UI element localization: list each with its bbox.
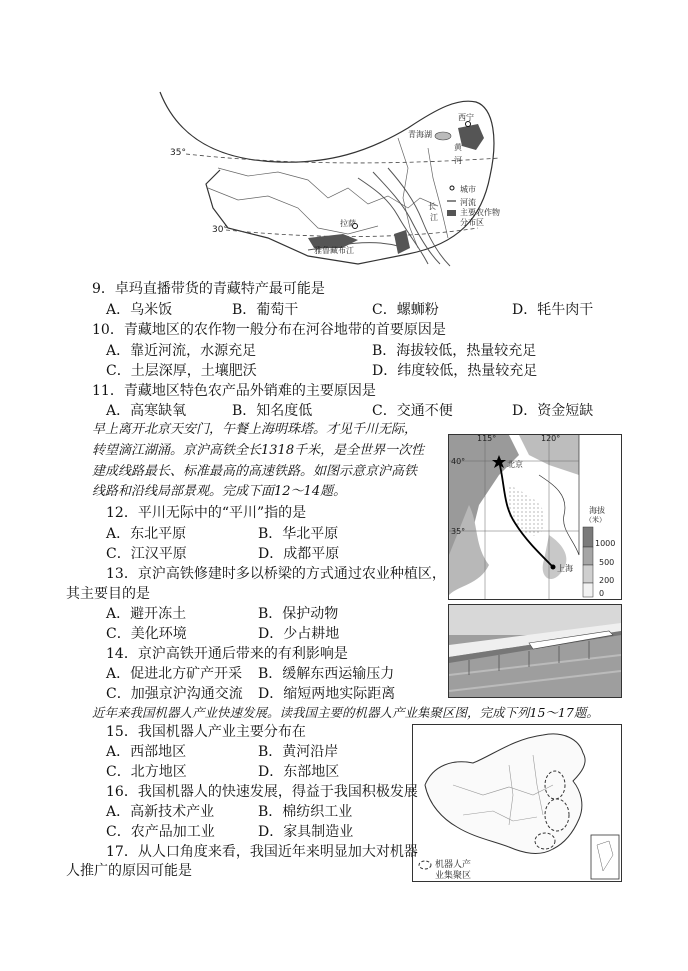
river-huang-label: 黄 — [454, 143, 462, 152]
q11-option-c[interactable]: C．交通不便 — [372, 403, 453, 419]
q15-option-d[interactable]: D．东部地区 — [258, 764, 340, 780]
passage1-line-1: 早上离开北京天安门，午餐上海明珠塔。才见千川无际， — [92, 422, 418, 437]
q10-option-d[interactable]: D．纬度较低，热量较充足 — [372, 363, 538, 379]
legend-500: 500 — [599, 558, 615, 567]
lat-35-label: 35° — [170, 148, 186, 158]
legend-crop-label-2: 分布区 — [460, 218, 484, 227]
river-he-label: 河 — [454, 156, 462, 165]
q15-option-a[interactable]: A．西部地区 — [106, 744, 187, 760]
legend-title: 海拔 — [589, 506, 605, 515]
china-map-legend-line-1: 机器人产 — [435, 860, 472, 870]
lake-qinghai-label: 青海湖 — [408, 130, 432, 139]
q9-option-d[interactable]: D．牦牛肉干 — [512, 302, 594, 318]
lon-120-label: 120° — [541, 434, 561, 443]
q14-option-b[interactable]: B．缓解东西运输压力 — [258, 666, 395, 682]
q9-stem: 9．卓玛直播带货的青藏特产最可能是 — [92, 281, 325, 297]
railway-photo — [448, 604, 622, 698]
lat-40-label: 40° — [451, 457, 466, 466]
q13-option-b[interactable]: B．保护动物 — [258, 606, 339, 622]
q16-stem: 16．我国机器人的快速发展，得益于我国积极发展 — [106, 784, 418, 800]
q9-option-a[interactable]: A．乌米饭 — [106, 302, 173, 318]
q12-option-b[interactable]: B．华北平原 — [258, 526, 339, 542]
lat-35-label-rail: 35° — [451, 527, 466, 536]
q17-stem: 17．从人口角度来看，我国近年来明显加大对机器 — [106, 844, 418, 860]
passage1-line-4: 线路和沿线局部景观。完成下面12～14题。 — [92, 484, 347, 499]
q15-option-c[interactable]: C．北方地区 — [106, 764, 187, 780]
q12-stem: 12．平川无际中的“平川”指的是 — [106, 505, 307, 521]
q10-option-b[interactable]: B．海拔较低，热量较充足 — [372, 343, 537, 359]
q13-option-a[interactable]: A．避开冻土 — [106, 606, 187, 622]
q9-option-b[interactable]: B．葡萄干 — [232, 302, 299, 318]
china-map-legend-line-2: 业集聚区 — [435, 871, 472, 881]
q16-option-c[interactable]: C．农产品加工业 — [106, 824, 215, 840]
q15-option-b[interactable]: B．黄河沿岸 — [258, 744, 339, 760]
q11-option-a[interactable]: A．高寒缺氧 — [106, 403, 187, 419]
q15-stem: 15．我国机器人产业主要分布在 — [106, 724, 306, 740]
q10-stem: 10．青藏地区的农作物一般分布在河谷地带的首要原因是 — [92, 322, 446, 338]
q9-option-c[interactable]: C．螺蛳粉 — [372, 302, 439, 318]
passage1-line-3: 建成线路最长、标准最高的高速铁路。如图示意京沪高铁 — [92, 464, 418, 479]
legend-0: 0 — [599, 589, 605, 598]
tibet-map-figure — [158, 88, 500, 274]
legend-crop-label: 主要农作物 — [460, 208, 500, 217]
legend-unit: （米） — [585, 516, 606, 524]
q16-option-b[interactable]: B．棉纺织工业 — [258, 804, 353, 820]
city-lasa-label: 拉萨 — [340, 219, 356, 228]
q14-option-c[interactable]: C．加强京沪沟通交流 — [106, 686, 243, 702]
legend-1000: 1000 — [595, 539, 616, 548]
lon-115-label: 115° — [477, 434, 497, 443]
q10-option-a[interactable]: A．靠近河流，水源充足 — [106, 343, 257, 359]
q13-option-c[interactable]: C．美化环境 — [106, 626, 187, 642]
q16-option-d[interactable]: D．家具制造业 — [258, 824, 354, 840]
passage1-line-2: 转望滴江湖涌。京沪高铁全长1318千米，是全世界一次性 — [92, 443, 425, 458]
city-shanghai-label: 上海 — [557, 564, 573, 573]
passage2: 近年来我国机器人产业快速发展。读我国主要的机器人产业集聚区图，完成下列15～17题。 — [92, 705, 599, 720]
q14-option-a[interactable]: A．促进北方矿产开采 — [106, 666, 243, 682]
q16-option-a[interactable]: A．高新技术产业 — [106, 804, 215, 820]
city-xining-label: 西宁 — [458, 113, 474, 122]
q14-option-d[interactable]: D．缩短两地实际距离 — [258, 686, 396, 702]
rail-map-figure — [448, 434, 622, 600]
legend-river-label: 河流 — [460, 198, 476, 207]
q10-option-c[interactable]: C．土层深厚，土壤肥沃 — [106, 363, 257, 379]
river-chang-label: 长 — [428, 202, 436, 211]
q13-stem-2: 其主要目的是 — [66, 586, 150, 602]
q11-option-d[interactable]: D．资金短缺 — [512, 403, 594, 419]
q11-option-b[interactable]: B．知名度低 — [232, 403, 313, 419]
legend-city-label: 城市 — [460, 185, 476, 194]
river-jiang-label: 江 — [430, 213, 438, 222]
china-map-figure — [412, 724, 622, 882]
q12-option-d[interactable]: D．成都平原 — [258, 546, 340, 562]
q11-stem: 11．青藏地区特色农产品外销难的主要原因是 — [92, 383, 376, 399]
q13-stem: 13．京沪高铁修建时多以桥梁的方式通过农业种植区， — [106, 566, 446, 582]
q17-stem-2: 人推广的原因可能是 — [66, 863, 192, 879]
q12-option-c[interactable]: C．江汉平原 — [106, 546, 187, 562]
lat-30-label: 30° — [212, 225, 228, 235]
city-beijing-label: 北京 — [507, 460, 523, 469]
legend-200: 200 — [599, 576, 615, 585]
q14-stem: 14．京沪高铁开通后带来的有利影响是 — [106, 646, 348, 662]
q12-option-a[interactable]: A．东北平原 — [106, 526, 187, 542]
river-yarlung-label: 雅鲁藏布江 — [314, 246, 354, 255]
q13-option-d[interactable]: D．少占耕地 — [258, 626, 340, 642]
